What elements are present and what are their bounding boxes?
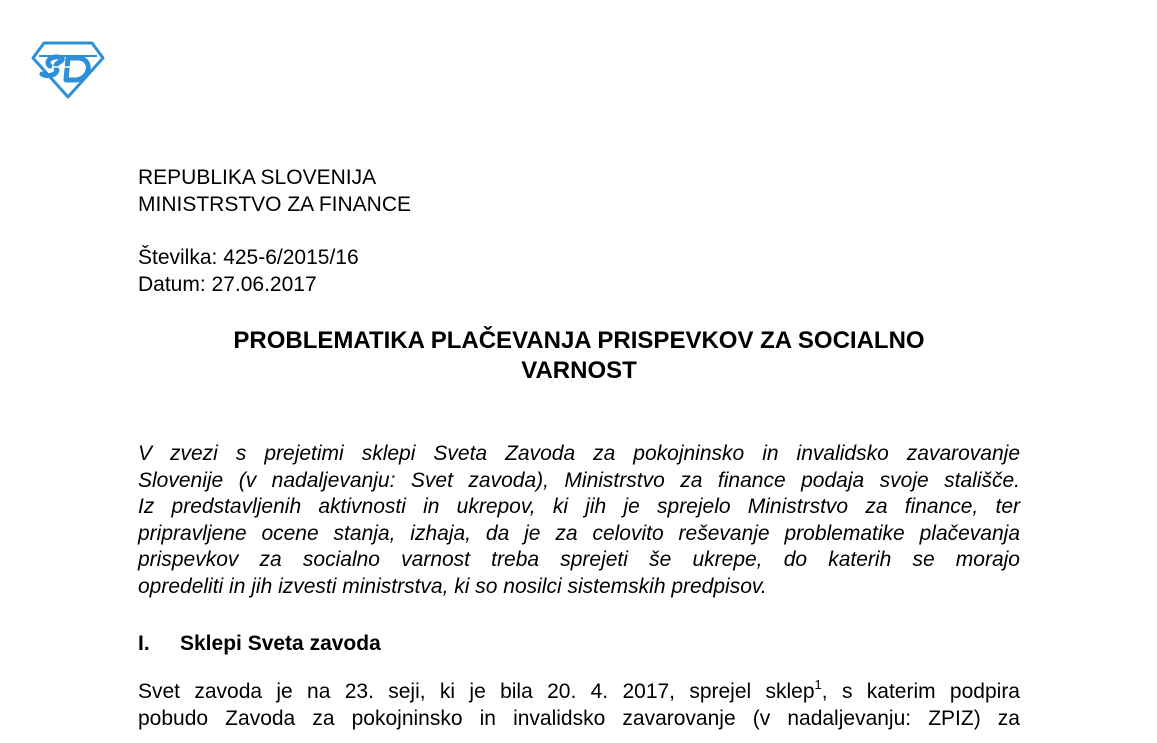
footnote-marker[interactable]: 1	[814, 677, 822, 692]
header-ministry: MINISTRSTVO ZA FINANCE	[138, 193, 412, 216]
title-line-1: PROBLEMATIKA PLAČEVANJA PRISPEVKOV ZA SOCIALNO	[233, 327, 925, 354]
section-paragraph	[138, 679, 1020, 732]
sd-diamond-logo-icon	[30, 40, 106, 100]
body-line: pobudo Zavoda za pokojninsko in invalidsko zavarovanje (v nadaljevanju: ZPIZ) za	[138, 706, 1020, 730]
intro-line: opredeliti in jih izvesti ministrstva, ki so nosilci sistemskih predpisov.	[138, 574, 767, 598]
section-heading	[138, 630, 381, 657]
intro-line: Slovenije (v nadaljevanju: Svet zavoda), Ministrstvo za finance podaja svoje stališče.	[138, 468, 1020, 492]
intro-line: Iz predstavljenih aktivnosti in ukrepov, ki jih je sprejelo Ministrstvo za finance, ter	[138, 495, 1020, 519]
document-number: Številka: 425-6/2015/16	[138, 246, 359, 269]
intro-line: prispevkov za socialno varnost treba sprejeti še ukrepe, do katerih se morajo	[138, 548, 1020, 572]
document-date: Datum: 27.06.2017	[138, 273, 317, 296]
title-line-2: VARNOST	[521, 357, 637, 384]
header-country: REPUBLIKA SLOVENIJA	[138, 166, 377, 189]
intro-line: pripravljene ocene stanja, izhaja, da je za celovito reševanje problematike plačevanja	[138, 521, 1020, 545]
body-text: , s katerim podpira	[821, 680, 1020, 703]
intro-line: V zvezi s prejetimi sklepi Sveta Zavoda za pokojninsko in invalidsko zavarovanje	[138, 442, 1020, 465]
ministry-header	[138, 164, 411, 218]
body-line	[138, 679, 1020, 706]
section-number: I.	[138, 632, 150, 655]
document-title	[138, 326, 1020, 386]
body-text: Svet zavoda je na 23. seji, ki je bila 20. 4. 2017, sprejel sklep	[138, 680, 815, 703]
section-title: Sklepi Sveta zavoda	[180, 632, 381, 655]
intro-paragraph	[138, 441, 1020, 601]
document-meta	[138, 244, 359, 298]
